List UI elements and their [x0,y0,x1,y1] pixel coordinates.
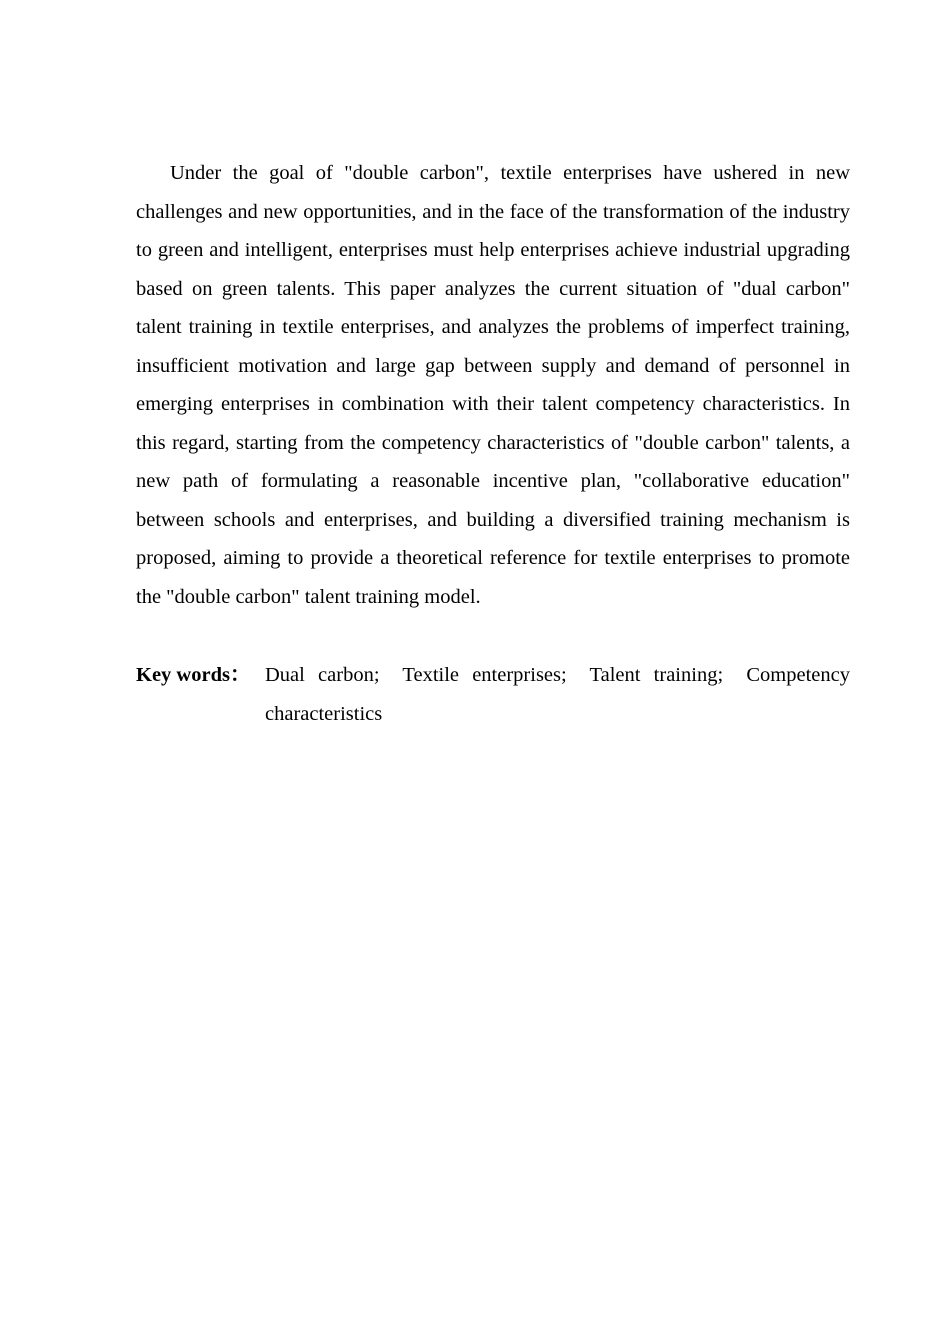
document-page [136,154,850,733]
keywords-section [136,656,850,733]
keyword: Talent training; [589,664,724,686]
keywords-label: Key words： [136,664,251,686]
keyword: Textile enterprises; [402,664,567,686]
keyword: Competency characteristics [265,664,850,725]
keyword: Dual carbon; [265,664,380,686]
keywords-list [265,656,850,733]
abstract-paragraph: Under the goal of "double carbon", textile enterprises have ushered in new challenges and new opportunities, and in the face of the transformation of the industry to green and intelligent, enterprises must help enterprises achieve industrial upgrading based on green talents. This paper analyzes the current situation of "dual carbon" talent training in textile enterprises, and analyzes the problems of imperfect training, insufficient motivation and large gap between supply and demand of personnel in emerging enterprises in combination with their talent competency characteristics. In this regard, starting from the competency characteristics of "double carbon" talents, a new path of formulating a reasonable incentive plan, "collaborative education" between schools and enterprises, and building a diversified training mechanism is proposed, aiming to provide a theoretical reference for textile enterprises to promote the "double carbon" talent training model. [136,162,850,608]
